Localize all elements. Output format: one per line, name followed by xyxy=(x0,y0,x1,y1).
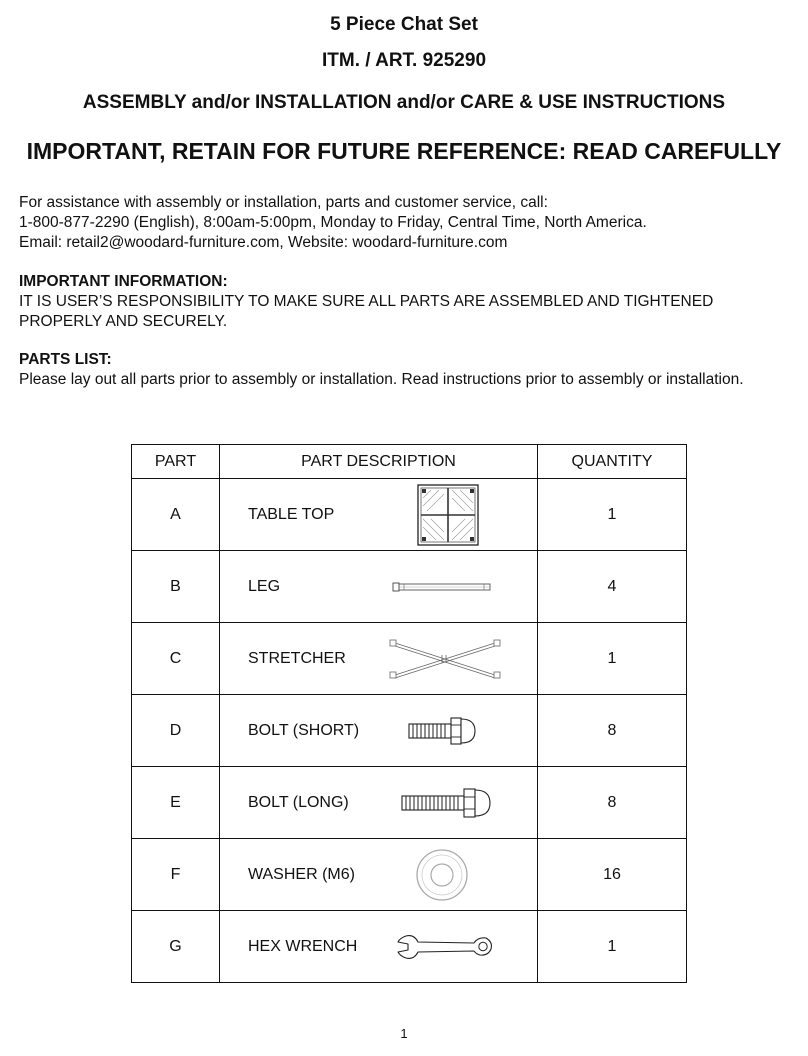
part-quantity: 1 xyxy=(538,911,687,983)
part-letter: A xyxy=(132,479,220,551)
important-info-heading: IMPORTANT INFORMATION: xyxy=(19,273,228,290)
item-number: ITM. / ART. 925290 xyxy=(321,50,487,71)
part-description: TABLE TOP xyxy=(248,505,335,523)
table-header-row xyxy=(132,445,687,479)
part-letter: B xyxy=(132,551,220,623)
parts-list-section xyxy=(19,350,799,390)
part-quantity: 8 xyxy=(538,695,687,767)
part-letter: D xyxy=(132,695,220,767)
table-row xyxy=(132,767,687,839)
instructions-subtitle: ASSEMBLY and/or INSTALLATION and/or CARE & USE INSTRUCTIONS xyxy=(82,92,726,113)
table-row xyxy=(132,695,687,767)
part-description-cell xyxy=(220,911,538,983)
document-title: 5 Piece Chat Set xyxy=(330,14,478,35)
parts-list-text: Please lay out all parts prior to assembly or installation. Read instructions prior to assembly or installation. xyxy=(19,371,744,388)
parts-list-heading: PARTS LIST: xyxy=(19,351,112,368)
part-description: BOLT (SHORT) xyxy=(248,721,360,739)
important-notice: IMPORTANT, RETAIN FOR FUTURE REFERENCE: READ CAREFULLY xyxy=(26,138,782,164)
part-description-cell xyxy=(220,551,538,623)
part-description-cell xyxy=(220,479,538,551)
stretcher-icon xyxy=(387,636,503,682)
part-quantity: 1 xyxy=(538,623,687,695)
part-letter: C xyxy=(132,623,220,695)
contact-section xyxy=(19,193,799,253)
part-description: WASHER (M6) xyxy=(248,865,355,883)
table-row xyxy=(132,479,687,551)
important-info-text: IT IS USER’S RESPONSIBILITY TO MAKE SURE ALL PARTS ARE ASSEMBLED AND TIGHTENED PROPERLY AND SECURELY. xyxy=(19,293,714,330)
part-description: BOLT (LONG) xyxy=(248,793,349,811)
part-description-cell xyxy=(220,839,538,911)
part-quantity: 4 xyxy=(538,551,687,623)
part-description: LEG xyxy=(248,577,281,595)
part-description-cell xyxy=(220,695,538,767)
page-number: 1 xyxy=(400,1026,408,1041)
table-row xyxy=(132,623,687,695)
column-header-quantity: QUANTITY xyxy=(538,445,687,479)
table-row xyxy=(132,551,687,623)
contact-email: Email: retail2@woodard-furniture.com, Website: woodard-furniture.com xyxy=(19,234,508,251)
part-quantity: 8 xyxy=(538,767,687,839)
part-letter: E xyxy=(132,767,220,839)
table-top-icon xyxy=(417,484,479,546)
table-row xyxy=(132,911,687,983)
table-row xyxy=(132,839,687,911)
part-letter: F xyxy=(132,839,220,911)
contact-line: For assistance with assembly or installation, parts and customer service, call: xyxy=(19,194,548,211)
part-description: STRETCHER xyxy=(248,649,346,667)
part-quantity: 1 xyxy=(538,479,687,551)
part-quantity: 16 xyxy=(538,839,687,911)
contact-phone: 1-800-877-2290 (English), 8:00am-5:00pm, Monday to Friday, Central Time, North America. xyxy=(19,214,647,231)
wrench-icon xyxy=(394,928,494,966)
part-description-cell xyxy=(220,767,538,839)
short-bolt-icon xyxy=(407,715,477,747)
important-info-section xyxy=(19,272,799,332)
parts-table xyxy=(131,444,687,983)
column-header-description: PART DESCRIPTION xyxy=(220,445,538,479)
leg-icon xyxy=(392,579,492,595)
part-description-cell xyxy=(220,623,538,695)
part-letter: G xyxy=(132,911,220,983)
part-description: HEX WRENCH xyxy=(248,937,358,955)
washer-icon xyxy=(414,847,470,903)
column-header-part: PART xyxy=(132,445,220,479)
long-bolt-icon xyxy=(400,786,492,820)
